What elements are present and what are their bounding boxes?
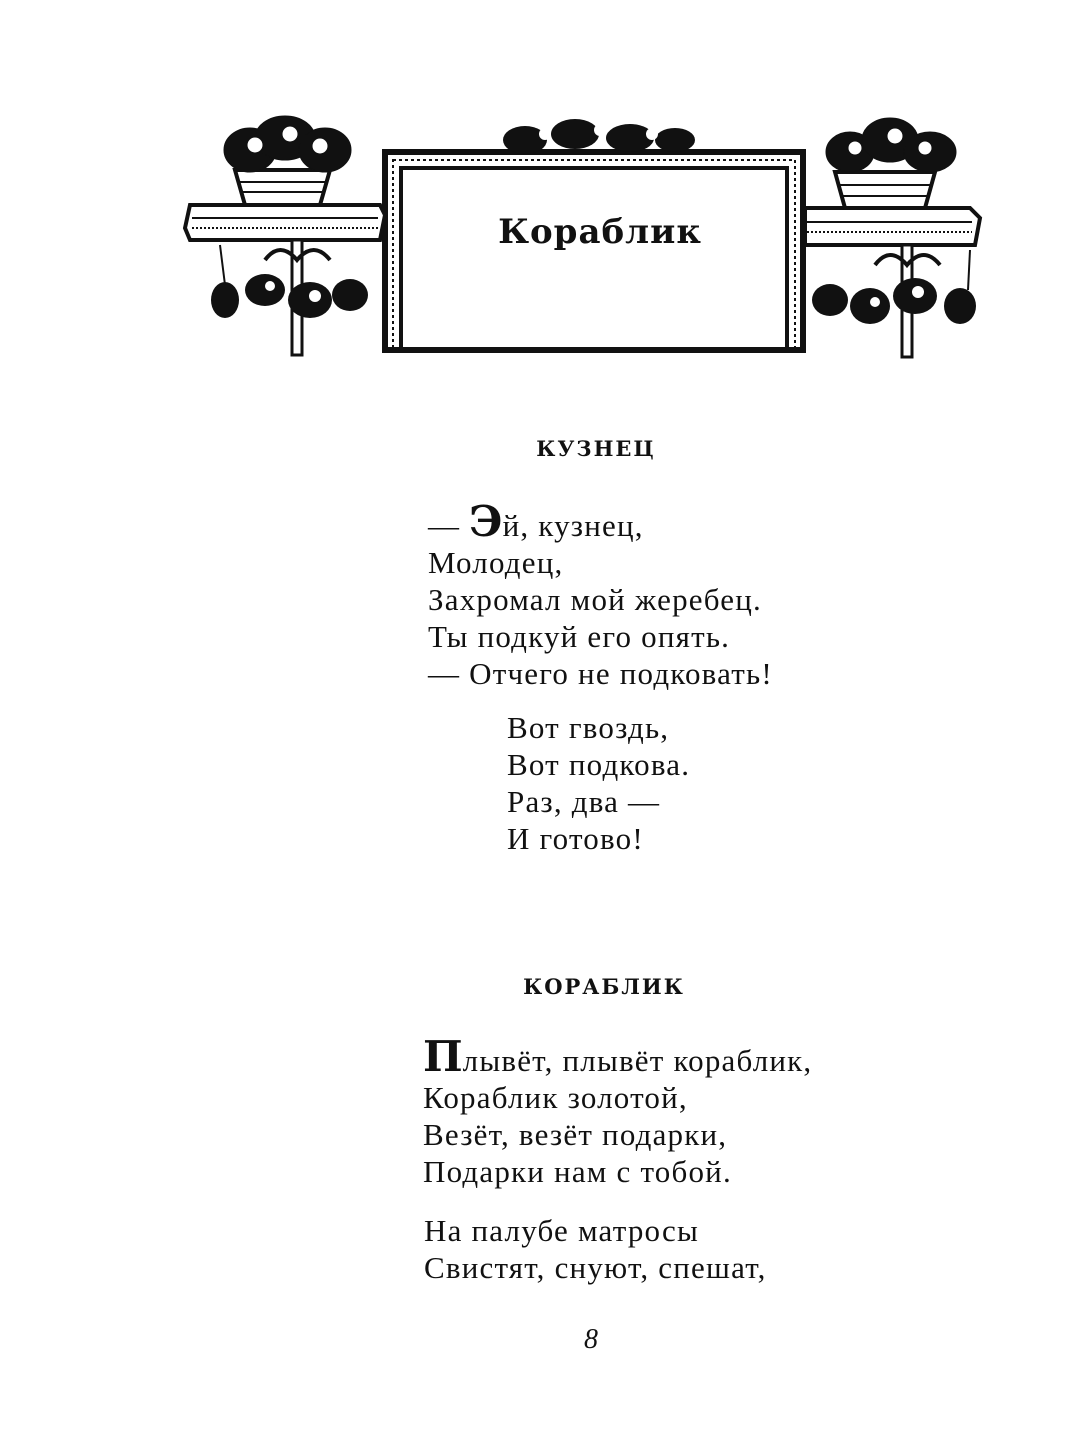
verse-line-rest: й, кузнец,: [502, 508, 644, 543]
verse-line: Подарки нам с тобой.: [423, 1154, 732, 1189]
right-flower-pot-icon: [826, 118, 956, 208]
poem-title-kuznets: КУЗНЕЦ: [536, 436, 656, 461]
drop-cap: Э: [469, 497, 503, 546]
stanza: [424, 1212, 767, 1286]
verse-line: Молодец,: [428, 545, 564, 580]
verse-line: Захромал мой жеребец.: [428, 582, 763, 617]
verse-line: Вот гвоздь,: [507, 710, 670, 745]
poem-title-korablik: КОРАБЛИК: [523, 974, 685, 999]
verse-line: Везёт, везёт подарки,: [423, 1117, 728, 1152]
right-garland-icon: [812, 250, 976, 324]
left-garland-icon: [211, 245, 368, 318]
stanza: [507, 709, 690, 857]
right-shelf-icon: [805, 208, 980, 357]
left-flower-pot-icon: [224, 116, 351, 205]
verse-line: [428, 497, 773, 546]
frame-top-flowers-icon: [503, 119, 695, 154]
drop-cap: П: [423, 1032, 463, 1081]
verse-line: На палубе матросы: [424, 1213, 699, 1248]
verse-line: Раз, два —: [507, 784, 661, 819]
verse-line: Ты подкуй его опять.: [428, 619, 731, 654]
verse-line: [423, 1032, 813, 1081]
verse-line: Вот подкова.: [507, 747, 691, 782]
verse-line: Свистят, снуют, спешат,: [424, 1250, 767, 1285]
dash-lead: —: [428, 508, 470, 543]
stanza: [428, 497, 773, 692]
verse-line: — Отчего не подковать!: [428, 656, 773, 691]
verse-line-rest: лывёт, плывёт кораблик,: [462, 1043, 813, 1078]
verse-line: Кораблик золотой,: [423, 1080, 688, 1115]
page-number: 8: [584, 1324, 598, 1355]
stanza: [423, 1032, 813, 1190]
verse-line: И готово!: [507, 821, 644, 856]
page-title: Кораблик: [498, 212, 702, 252]
